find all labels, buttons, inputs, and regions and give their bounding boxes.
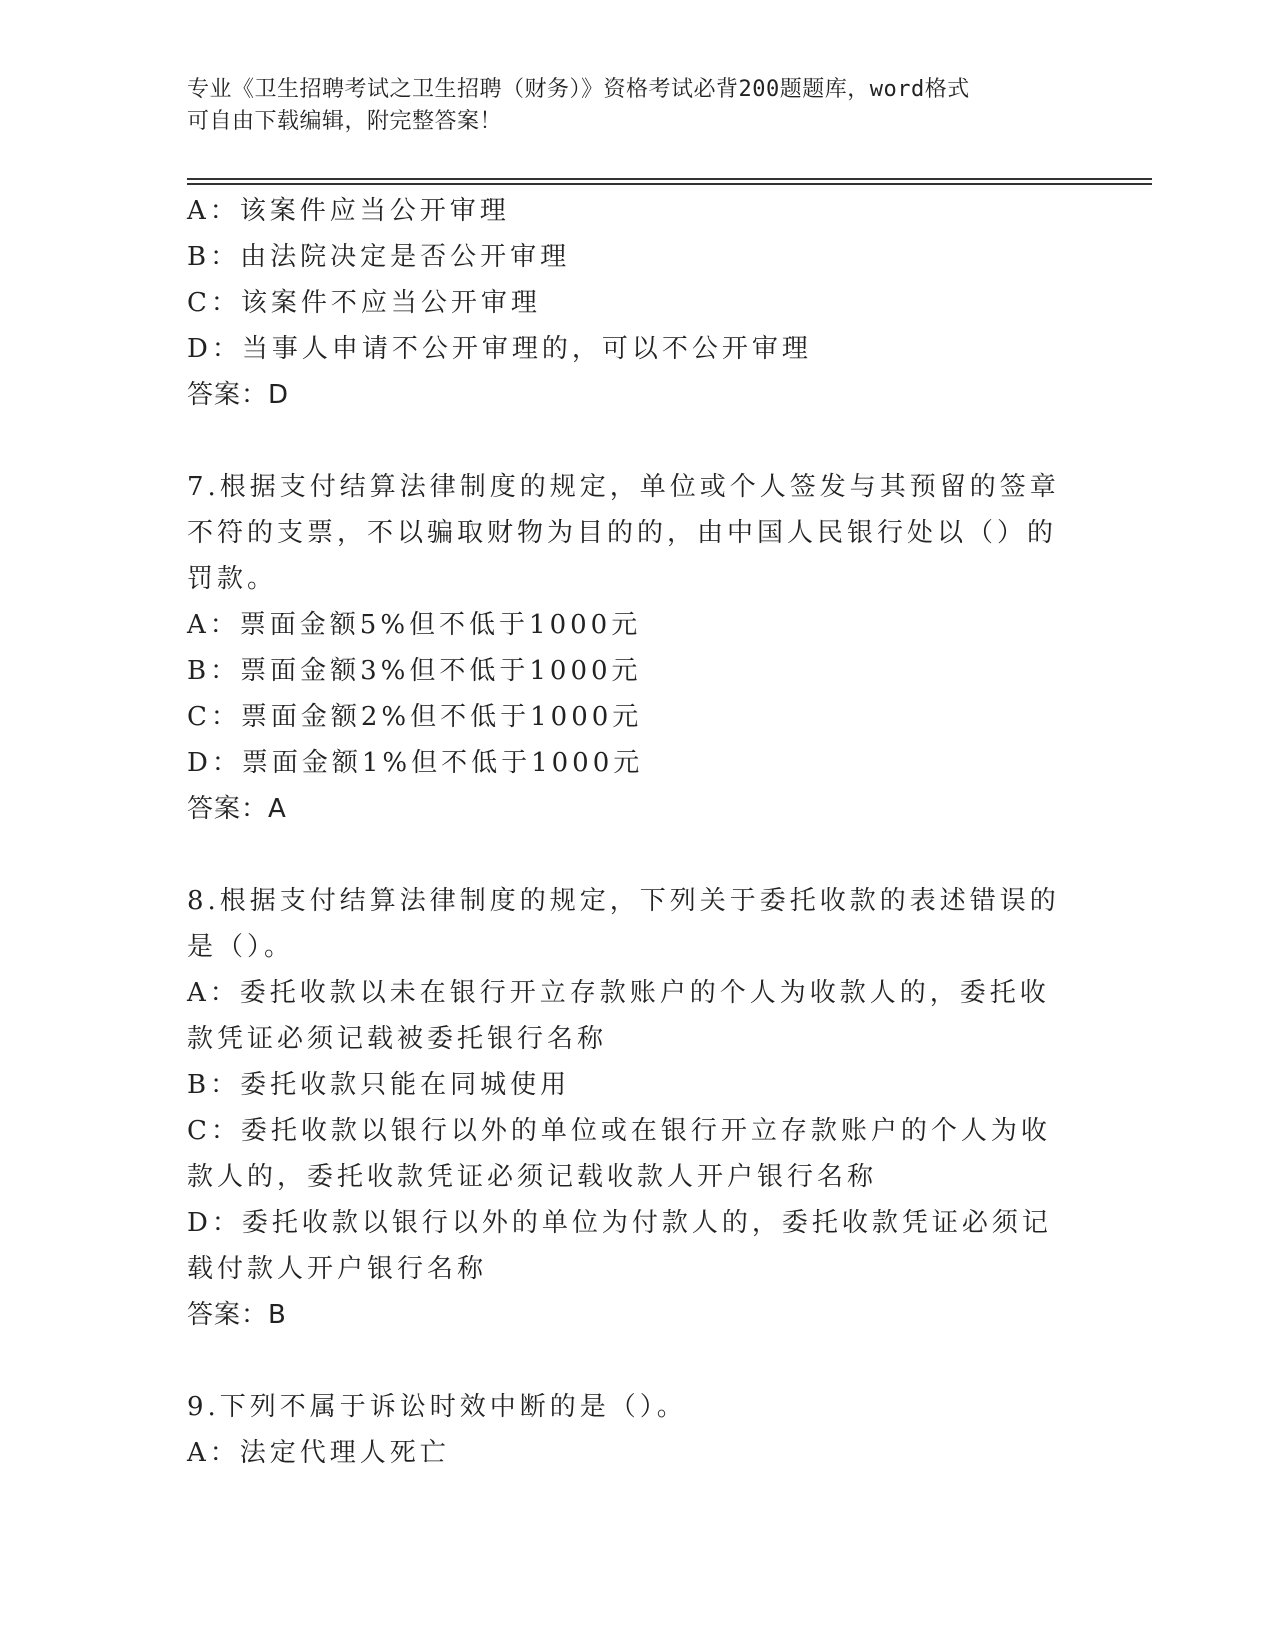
q8-option-c: C：委托收款以银行以外的单位或在银行开立存款账户的个人为收款人的，委托收款凭证必须记载收款人开户银行名称 bbox=[187, 1116, 1051, 1192]
q7-option-a: A：票面金额5%但不低于1000元 bbox=[187, 610, 642, 640]
question-7-block bbox=[187, 464, 1077, 832]
q6-option-a: A：该案件应当公开审理 bbox=[187, 196, 510, 226]
header-divider-bottom bbox=[187, 183, 1152, 185]
q6-option-c: C：该案件不应当公开审理 bbox=[187, 288, 541, 318]
header-divider-top bbox=[187, 178, 1152, 180]
q7-stem: 7.根据支付结算法律制度的规定，单位或个人签发与其预留的签章不符的支票，不以骗取财物为目的的，由中国人民银行处以（）的罚款。 bbox=[187, 472, 1060, 594]
q7-option-b: B：票面金额3%但不低于1000元 bbox=[187, 656, 642, 686]
spacer bbox=[187, 832, 1077, 878]
q6-answer: 答案：D bbox=[187, 380, 290, 410]
header-line-1: 专业《卫生招聘考试之卫生招聘（财务）》资格考试必背200题题库，word格式 bbox=[187, 77, 970, 102]
q7-answer: 答案：A bbox=[187, 794, 287, 824]
q6-option-d: D：当事人申请不公开审理的，可以不公开审理 bbox=[187, 334, 812, 364]
q7-option-c: C：票面金额2%但不低于1000元 bbox=[187, 702, 643, 732]
q8-stem: 8.根据支付结算法律制度的规定，下列关于委托收款的表述错误的是（）。 bbox=[187, 886, 1060, 962]
q7-option-d: D：票面金额1%但不低于1000元 bbox=[187, 748, 644, 778]
q6-option-b: B：由法院决定是否公开审理 bbox=[187, 242, 571, 272]
q8-option-b: B：委托收款只能在同城使用 bbox=[187, 1070, 571, 1100]
q8-option-a: A：委托收款以未在银行开立存款账户的个人为收款人的，委托收款凭证必须记载被委托银行名称 bbox=[187, 978, 1050, 1054]
q9-option-a: A：法定代理人死亡 bbox=[187, 1438, 450, 1468]
question-6-block bbox=[187, 188, 1077, 418]
document-header bbox=[187, 74, 1067, 138]
question-8-block bbox=[187, 878, 1077, 1338]
spacer bbox=[187, 1338, 1077, 1384]
question-9-block bbox=[187, 1384, 1077, 1476]
question-content bbox=[187, 188, 1077, 1476]
q8-answer: 答案：B bbox=[187, 1300, 287, 1330]
spacer bbox=[187, 418, 1077, 464]
q9-stem: 9.下列不属于诉讼时效中断的是（）。 bbox=[187, 1392, 687, 1422]
header-line-2: 可自由下载编辑，附完整答案！ bbox=[187, 109, 503, 134]
q8-option-d: D：委托收款以银行以外的单位为付款人的，委托收款凭证必须记载付款人开户银行名称 bbox=[187, 1208, 1052, 1284]
